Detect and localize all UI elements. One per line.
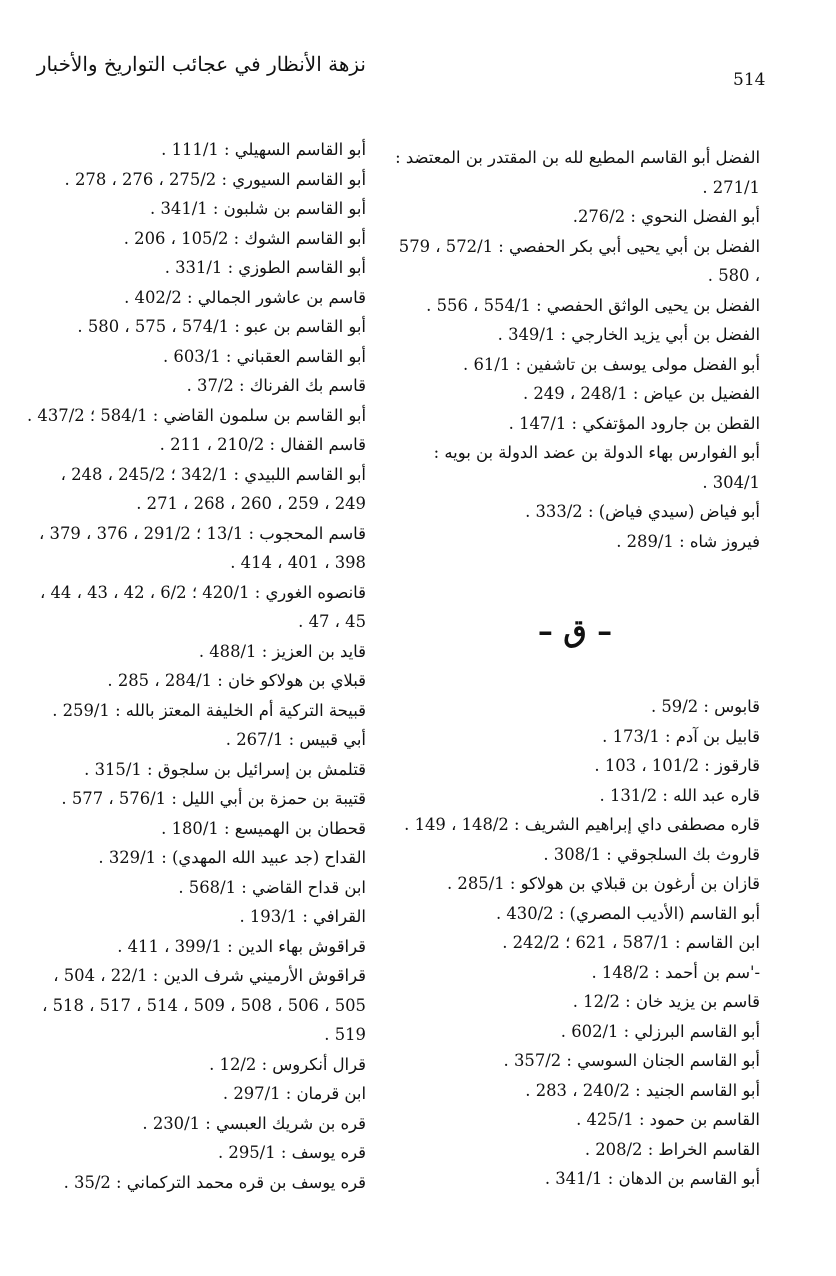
index-entry: قراقوش الأرميني شرف الدين : 22/1 ، 504 ، 505 ، 506 ، 508 ، 509 ، 514 ، 517 ، 518 ، 519 .: [42, 966, 366, 1044]
index-entry: فيروز شاه : 289/1 .: [616, 531, 760, 551]
index-entry: قتيبة بن حمزة بن أبي الليل : 576/1 ، 577 .: [61, 789, 366, 808]
index-entry: أبو القاسم بن شلبون : 341/1 .: [150, 199, 366, 218]
index-entry: قابوس : 59/2 .: [650, 697, 760, 716]
index-entry: أبو القاسم السهيلي : 111/1 .: [161, 140, 366, 159]
index-entry: أبو القاسم البرزلي : 602/1 .: [560, 1021, 760, 1041]
index-entry: قاره عبد الله : 131/2 .: [599, 785, 760, 805]
index-entry: ابن القاسم : 587/1 ، 621 ؛ 242/2 .: [502, 933, 760, 952]
index-entry: قره بن شريك العبسي : 230/1 .: [142, 1113, 366, 1133]
index-entry: قايد بن العزيز : 488/1 .: [198, 641, 366, 661]
index-entry: قحطان بن الهميسع : 180/1 .: [161, 818, 366, 838]
running-title: نزهة الأنظار في عجائب التواريخ والأخبار: [36, 52, 366, 76]
index-entry: قابيل بن آدم : 173/1 .: [602, 726, 760, 746]
section-letter: – ق –: [537, 614, 613, 649]
index-entry: قرال أنكروس : 12/2 .: [209, 1054, 366, 1074]
index-entry: القرافي : 193/1 .: [239, 907, 366, 926]
index-entry: الفضل بن أبي يزيد الخارجي : 349/1 .: [497, 325, 760, 344]
index-entry: أبو الفضل مولى يوسف بن تاشفين : 61/1 .: [463, 354, 760, 374]
index-entry: الفضل بن يحيى الواثق الحفصي : 554/1 ، 556 .: [426, 295, 760, 315]
index-entry: أبو القاسم بن سلمون القاضي : 584/1 ؛ 437/2 .: [27, 405, 366, 425]
index-entry: قازان بن أرغون بن قبلاي بن هولاكو : 285/1 .: [447, 874, 760, 893]
index-entry: القاسم الخراط : 208/2 .: [584, 1139, 760, 1159]
index-entry: أبو القاسم الشوك : 105/2 ، 206 .: [123, 228, 366, 248]
index-entry: قاسم بن يزيد خان : 12/2 .: [572, 992, 760, 1011]
index-entry: قبيحة التركية أم الخليفة المعتز بالله : 259/1 .: [52, 700, 366, 720]
index-entry: الفضيل بن عياض : 248/1 ، 249 .: [522, 384, 760, 403]
index-entry: قانصوه الغوري : 420/1 ؛ 6/2 ، 42 ، 43 ، 44 ، 45 ، 47 .: [39, 582, 366, 631]
index-entry: قارقوز : 101/2 ، 103 .: [594, 756, 760, 775]
index-entry: أبو فياض (سيدي فياض) : 333/2 .: [525, 502, 760, 521]
right-column-bottom: [390, 692, 760, 1194]
index-entry: أبو القاسم بن عبو : 574/1 ، 575 ، 580 .: [77, 317, 366, 336]
index-entry: أبو القاسم العقباني : 603/1 .: [162, 346, 366, 366]
index-entry: القداح (جد عبيد الله المهدي) : 329/1 .: [98, 848, 366, 867]
index-entry: قره يوسف بن قره محمد التركماني : 35/2 .: [63, 1172, 366, 1192]
index-entry: ابن قرمان : 297/1 .: [222, 1084, 366, 1103]
index-entry: أبو الفضل النحوي : 276/2.: [572, 207, 760, 226]
index-entry: أبو القاسم اللبيدي : 342/1 ؛ 245/2 ، 248 ، 249 ، 259 ، 260 ، 268 ، 271 .: [60, 464, 366, 513]
index-entry: قاسم بك الفرناك : 37/2 .: [186, 376, 366, 395]
index-entry: أبو القاسم بن الدهان : 341/1 .: [544, 1169, 760, 1188]
index-entry: قاسم القفال : 210/2 ، 211 .: [159, 435, 366, 454]
index-entry: قتلمش بن إسرائيل بن سلجوق : 315/1 .: [84, 759, 366, 779]
index-entry: قاروث بك السلجوقي : 308/1 .: [543, 844, 760, 864]
index-entry: قاسم بن عاشور الجمالي : 402/2 .: [124, 287, 366, 307]
right-column-top: [390, 143, 760, 556]
index-entry: الفضل أبو القاسم المطيع لله بن المقتدر بن المعتضد : 271/1 .: [395, 148, 760, 197]
index-entry: أبو القاسم الطوزي : 331/1 .: [164, 258, 366, 277]
index-entry: قراقوش بهاء الدين : 399/1 ، 411 .: [117, 936, 366, 956]
index-entry: -'سم بن أحمد : 148/2 .: [591, 962, 760, 982]
index-entry: ابن قداح القاضي : 568/1 .: [178, 877, 366, 897]
index-entry: أبي قبيس : 267/1 .: [225, 730, 366, 749]
index-entry: القاسم بن حمود : 425/1 .: [576, 1110, 760, 1129]
index-entry: أبو القاسم الجنان السوسي : 357/2 .: [503, 1051, 760, 1070]
index-entry: قبلاي بن هولاكو خان : 284/1 ، 285 .: [107, 671, 366, 690]
left-column: [26, 135, 366, 1197]
page-number: 514: [733, 70, 766, 90]
right-column: [390, 143, 760, 1194]
index-entry: القطن بن جارود المؤتفكي : 147/1 .: [508, 413, 760, 433]
left-column-entries: [26, 135, 366, 1197]
index-entry: قره يوسف : 295/1 .: [217, 1143, 366, 1162]
index-entry: أبو القاسم الجنيد : 240/2 ، 283 .: [525, 1080, 760, 1100]
index-entry: قاسم المحجوب : 13/1 ؛ 291/2 ، 376 ، 379 ، 398 ، 401 ، 414 .: [39, 523, 366, 572]
index-entry: قاره مصطفى داي إبراهيم الشريف : 148/2 ، 149 .: [404, 815, 760, 834]
index-entry: أبو الفوارس بهاء الدولة بن عضد الدولة بن بويه : 304/1 .: [433, 443, 760, 492]
index-entry: أبو القاسم (الأديب المصري) : 430/2 .: [495, 903, 760, 923]
index-entry: الفضل بن أبي يحيى أبي بكر الحفصي : 572/1 ، 579 ، 580 .: [398, 236, 760, 285]
index-entry: أبو القاسم السيوري : 275/2 ، 276 ، 278 .: [64, 169, 366, 189]
